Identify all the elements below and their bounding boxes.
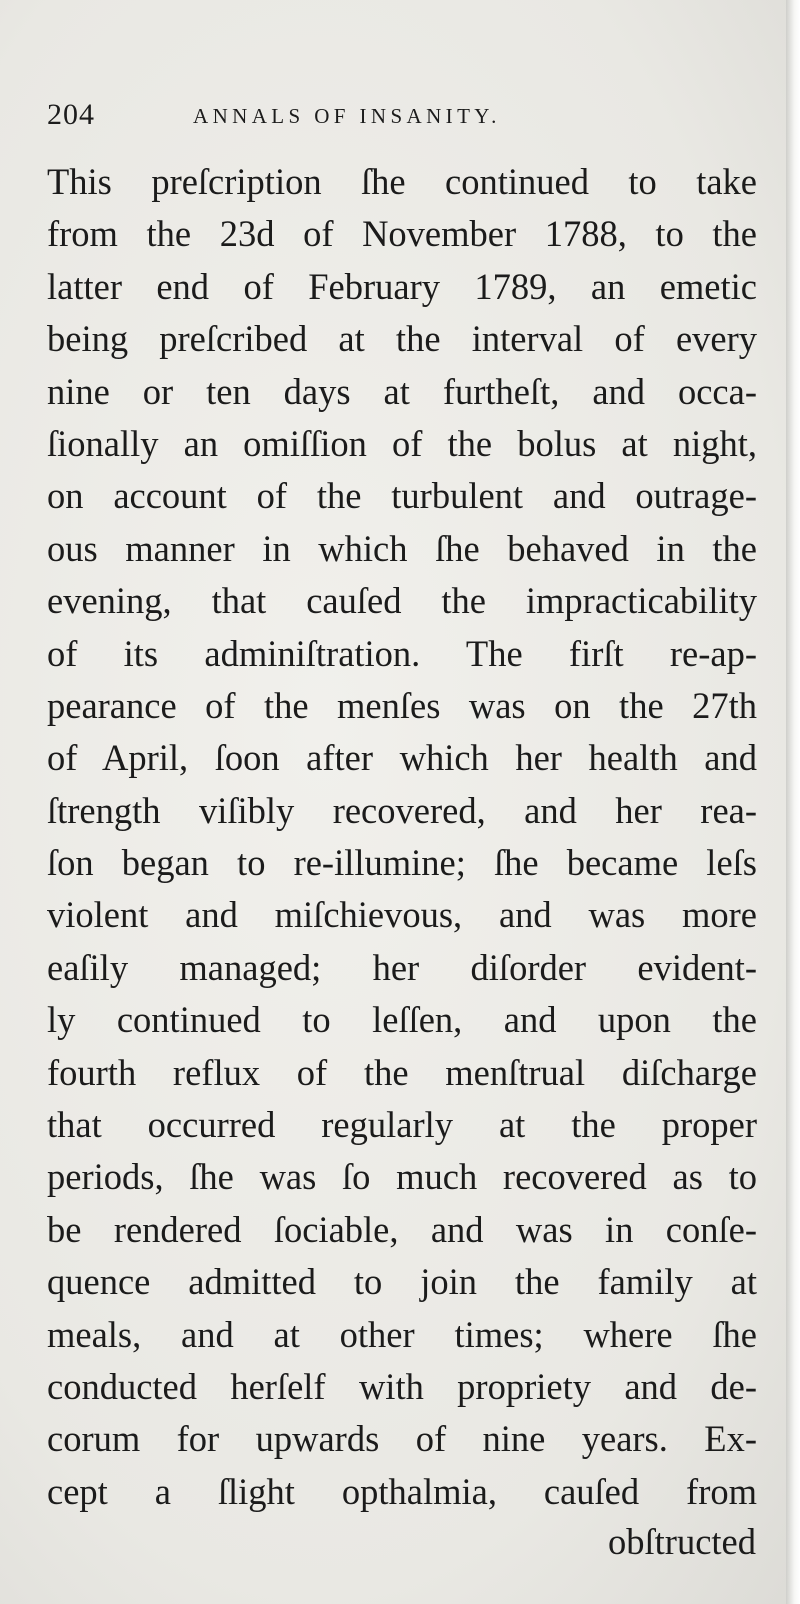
running-title: ANNALS OF INSANITY. <box>193 104 501 128</box>
catchword: obſtructed <box>608 1521 756 1562</box>
text-line: fourth reflux of the menſtrual diſcharge <box>47 1051 757 1093</box>
text-line: cept a ſlight opthalmia, cauſed from <box>47 1470 757 1512</box>
running-header <box>47 98 747 142</box>
text-line: ly continued to leſſen, and upon the <box>47 999 757 1041</box>
text-line: eaſily managed; her diſorder evident- <box>47 946 757 988</box>
text-line: ous manner in which ſhe behaved in the <box>47 527 757 569</box>
text-line: evening, that cauſed the impracticability <box>47 580 757 622</box>
text-line: nine or ten days at furtheſt, and occa- <box>47 370 757 412</box>
text-line: conducted herſelf with propriety and de- <box>47 1365 757 1407</box>
text-line: ſon began to re-illumine; ſhe became leſs <box>47 842 757 884</box>
page-edge <box>786 0 800 1604</box>
text-line: This preſcription ſhe continued to take <box>47 161 757 202</box>
page-number: 204 <box>47 98 95 131</box>
text-line: quence admitted to join the family at <box>47 1261 757 1303</box>
text-line: being preſcribed at the interval of every <box>47 318 757 360</box>
text-line: violent and miſchievous, and was more <box>47 894 757 936</box>
text-line: that occurred regularly at the proper <box>47 1104 757 1146</box>
text-line: from the 23d of November 1788, to the <box>47 213 757 255</box>
text-line: meals, and at other times; where ſhe <box>47 1313 757 1355</box>
text-line: pearance of the menſes was on the 27th <box>47 684 757 726</box>
body-text <box>47 156 757 1518</box>
text-line: ſtrength viſibly recovered, and her rea- <box>47 789 757 831</box>
text-line: ſionally an omiſſion of the bolus at night, <box>47 422 757 464</box>
text-line: of its adminiſtration. The firſt re-ap- <box>47 632 757 674</box>
text-line: periods, ſhe was ſo much recovered as to <box>47 1156 757 1198</box>
text-line: be rendered ſociable, and was in conſe- <box>47 1208 757 1250</box>
text-line: latter end of February 1789, an emetic <box>47 265 757 307</box>
text-line: corum for upwards of nine years. Ex- <box>47 1418 757 1460</box>
text-line: on account of the turbulent and outrage- <box>47 475 757 517</box>
text-line: of April, ſoon after which her health and <box>47 737 757 779</box>
